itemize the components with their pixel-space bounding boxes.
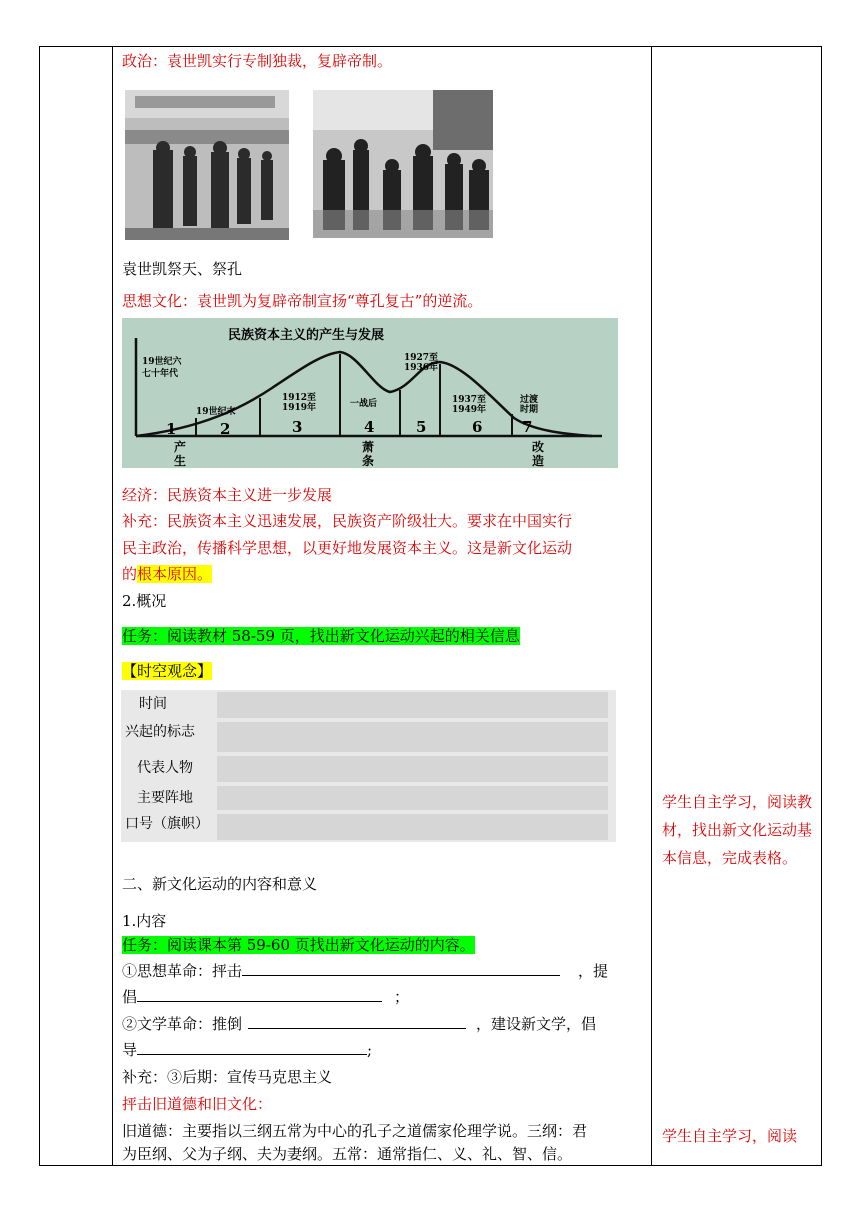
photo-worship-confucius: [313, 90, 493, 238]
task-1-text: 任务：阅读教材 58-59 页，找出新文化运动兴起的相关信息: [122, 627, 520, 645]
fill-line-1: [122, 960, 608, 982]
chart-annotation: 1912至: [282, 393, 317, 403]
fill-text: ，建设新文学，倡: [476, 1015, 597, 1033]
chart-annotation: 过渡: [520, 395, 539, 405]
answer-blank[interactable]: [242, 961, 560, 976]
column-divider-2: [651, 47, 652, 1165]
info-row-label: 代表人物: [137, 760, 193, 776]
task-1: [122, 625, 520, 647]
old-morality-line-1: 旧道德：主要指以三纲五常为中心的孔子之道儒家伦理学说。三纲：君: [122, 1122, 588, 1140]
axis-label: 造: [532, 454, 545, 468]
info-row: [121, 784, 616, 813]
overview-heading: 2.概况: [122, 592, 167, 610]
content-heading: 1.内容: [122, 912, 167, 930]
axis-label: 改: [532, 440, 545, 454]
info-row-label: 口号（旗帜）: [125, 816, 209, 832]
fill-text: ①思想革命：抨击: [122, 962, 243, 980]
concept-tag: [122, 660, 212, 682]
fill-text: ，提: [578, 962, 609, 980]
info-row-cell[interactable]: [217, 814, 608, 840]
info-row-label: 兴起的标志: [125, 724, 195, 740]
chart-annotation: 七十年代: [142, 369, 179, 379]
side-note-1: 学生自主学习，阅读教材，找出新文化运动基本信息，完成表格。: [662, 793, 813, 867]
task-2: [122, 934, 475, 956]
attack-line: 抨击旧道德和旧文化：: [122, 1095, 273, 1113]
info-row: [121, 690, 616, 721]
economy-line: 经济：民族资本主义进一步发展: [122, 486, 333, 504]
info-row-cell[interactable]: [217, 786, 608, 810]
info-row: [121, 720, 616, 755]
fill-text: 导: [122, 1041, 138, 1059]
supplement-2: 补充：③后期：宣传马克思主义: [122, 1068, 333, 1086]
photo-caption: 袁世凯祭天、祭孔: [122, 260, 243, 278]
fill-text: ②文学革命：推倒: [122, 1015, 243, 1033]
side-note-2: 学生自主学习，阅读: [662, 1127, 798, 1145]
fill-line-3: [122, 1013, 596, 1035]
task-2-text: 任务：阅读课本第 59-60 页找出新文化运动的内容。: [122, 936, 475, 954]
stage-label: 6: [472, 418, 483, 436]
stage-label: 7: [522, 418, 533, 436]
answer-blank[interactable]: [137, 1040, 367, 1055]
axis-label: 萧: [362, 440, 375, 454]
fill-line-2: [122, 986, 409, 1008]
axis-label: 条: [362, 454, 375, 468]
photo-worship-heaven: [125, 90, 289, 240]
fill-text: ;: [367, 1041, 373, 1059]
axis-label: 产: [174, 440, 187, 454]
chart-annotation: 时期: [520, 405, 539, 415]
fill-line-4: [122, 1039, 372, 1061]
stage-label: 3: [292, 418, 303, 436]
axis-label: 生: [174, 454, 187, 468]
capitalism-development-chart: [122, 318, 618, 468]
info-row-cell[interactable]: [217, 692, 608, 718]
culture-line: 思想文化：袁世凯为复辟帝制宣扬“尊孔复古”的逆流。: [122, 292, 483, 310]
chart-annotation: 1927至: [404, 353, 439, 363]
chart-title: 民族资本主义的产生与发展: [228, 328, 385, 343]
info-row-label: 主要阵地: [137, 790, 193, 806]
chart-annotation: 1937至: [452, 395, 487, 405]
politics-line: 政治：袁世凯实行专制独裁，复辟帝制。: [122, 52, 393, 70]
info-row: [121, 754, 616, 785]
chart-annotation: 一战后: [350, 399, 378, 409]
stage-label: 2: [220, 420, 231, 438]
chart-annotation: 1936年: [404, 363, 439, 373]
old-morality-line-2: 为臣纲、父为子纲、夫为妻纲。五常：通常指仁、义、礼、智、信。: [122, 1145, 573, 1163]
root-cause-highlight: 根本原因。: [137, 565, 213, 583]
section-2-heading: 二、新文化运动的内容和意义: [122, 875, 318, 893]
concept-tag-text: 【时空观念】: [122, 662, 213, 680]
supplement-line-1: 补充：民族资本主义迅速发展，民族资产阶级壮大。要求在中国实行: [122, 512, 573, 530]
stage-label: 1: [166, 420, 177, 438]
answer-blank[interactable]: [248, 1014, 466, 1029]
answer-blank[interactable]: [137, 987, 382, 1002]
supplement-prefix: 的: [122, 565, 138, 583]
chart-annotation: 19世纪六: [142, 357, 182, 367]
column-divider-1: [112, 47, 113, 1165]
chart-annotation: 1919年: [282, 403, 317, 413]
info-row-label: 时间: [139, 696, 167, 712]
info-row-cell[interactable]: [217, 756, 608, 782]
info-table: [121, 690, 616, 842]
stage-label: 4: [364, 418, 375, 436]
supplement-line-3: [122, 563, 212, 585]
supplement-line-2: 民主政治，传播科学思想，以更好地发展资本主义。这是新文化运动: [122, 539, 573, 557]
info-row: [121, 812, 616, 843]
fill-text: 倡: [122, 988, 138, 1006]
chart-annotation: 19世纪末: [196, 407, 236, 417]
chart-annotation: 1949年: [452, 405, 487, 415]
fill-text: ；: [394, 988, 410, 1006]
info-row-cell[interactable]: [217, 722, 608, 752]
stage-label: 5: [416, 418, 427, 436]
